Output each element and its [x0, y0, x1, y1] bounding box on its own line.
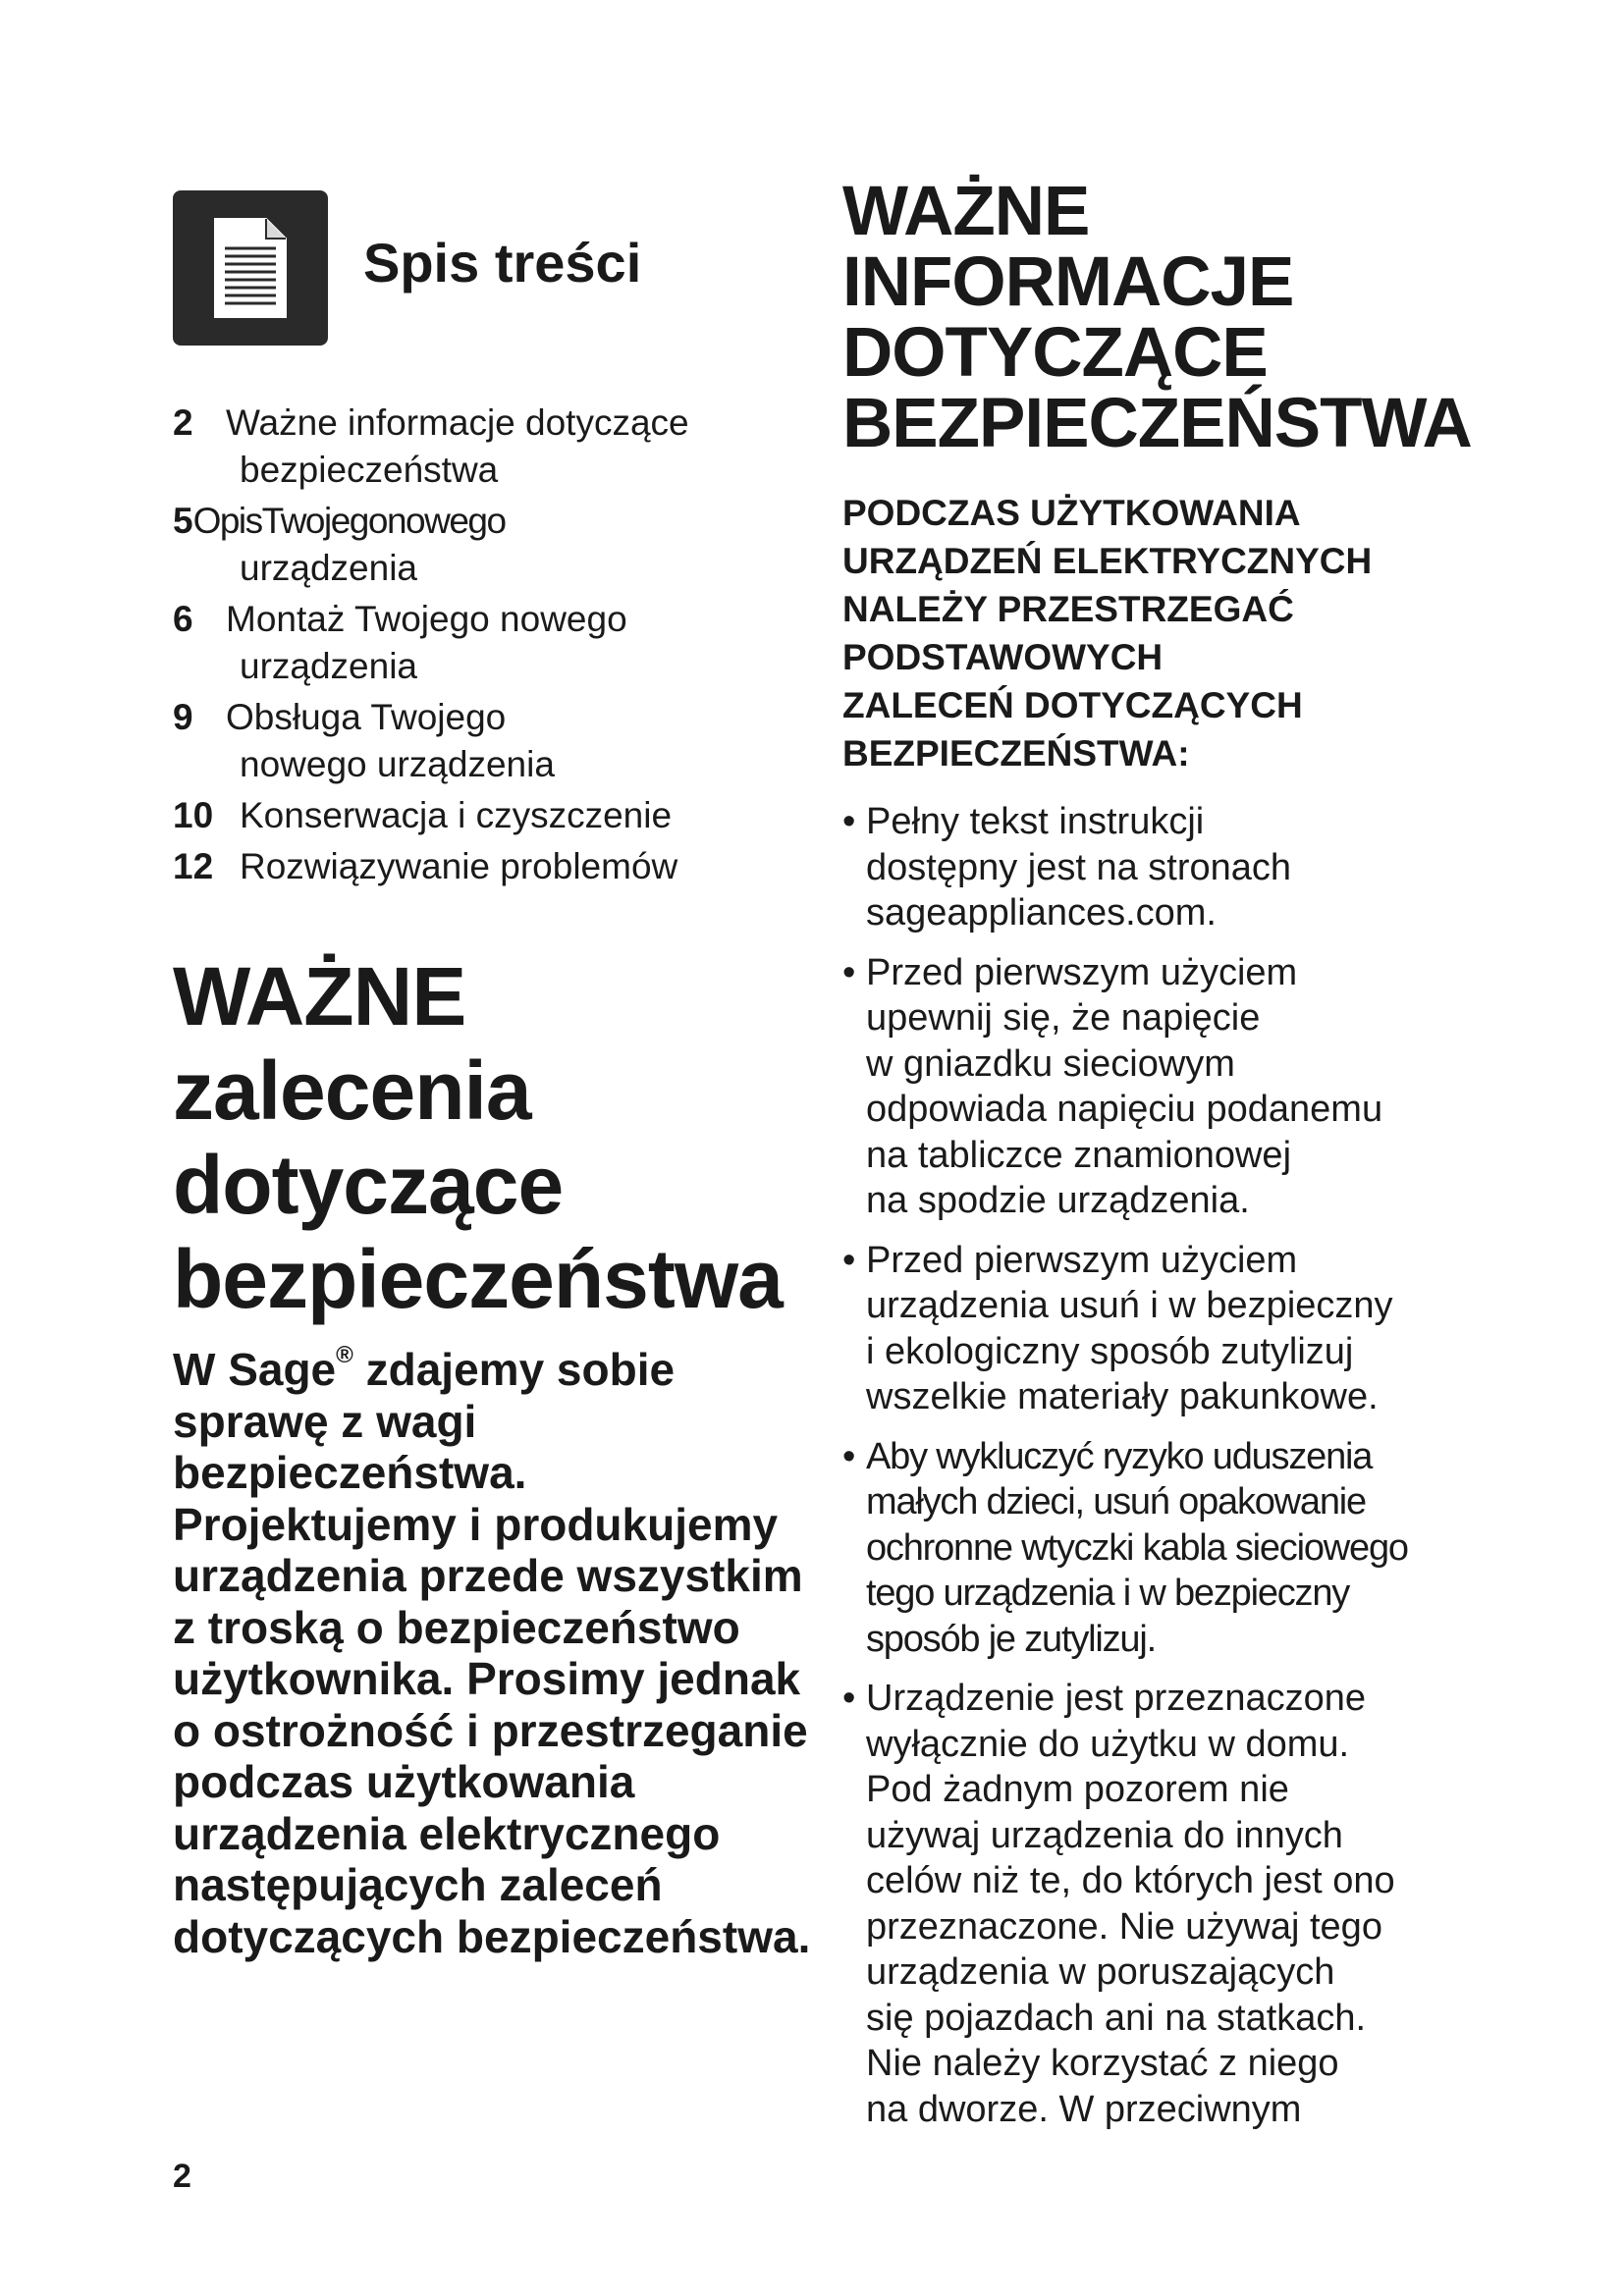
toc-item-label: Rozwiązywanie problemów	[240, 846, 678, 886]
bullet-text: Urządzenie jest przeznaczone wyłącznie do użytku w domu. Pod żadnym pozorem nie używaj urządzenia do innych celów niż te, do których jest ono przeznaczone. Nie używaj tego urządzenia w poruszających się pojazdach ani na statkach. Nie należy korzystać z niego na dworze. W przeciwnym	[866, 1678, 1395, 2130]
table-of-contents	[173, 400, 811, 890]
intro-brand: W Sage	[173, 1344, 337, 1395]
toc-item-label: Montaż Twojego nowego	[226, 599, 627, 639]
bullet-icon: •	[842, 1239, 856, 1281]
toc-item[interactable]	[173, 498, 811, 592]
toc-item-label-continued: nowego urządzenia	[240, 744, 555, 784]
bullet-text: Przed pierwszym użyciem urządzenia usuń i w bezpieczny i ekologiczny sposób zutylizuj wszelkie materiały pakunkowe.	[866, 1239, 1393, 1417]
intro-text: zdajemy sobie sprawę z wagi bezpieczeństwa. Projektujemy i produkujemy urządzenia przede wszystkim z troską o bezpieczeństwo użytkownika. Prosimy jednak o ostrożność i przestrzeganie podczas użytkowania urządzenia elektrycznego następujących zaleceń dotyczących bezpieczeństwa.	[173, 1344, 811, 1962]
bullet-text: Aby wykluczyć ryzyko uduszenia małych dzieci, usuń opakowanie ochronne wtyczki kabla sieciowego tego urządzenia i w bezpieczny sposób je zutylizuj.	[866, 1435, 1408, 1660]
bullet-text: Przed pierwszym użyciem upewnij się, że napięcie w gniazdku sieciowym odpowiada napięciu podanemu na tabliczce znamionowej na spodzie urządzenia.	[866, 951, 1383, 1221]
toc-item-label-continued: bezpieczeństwa	[240, 450, 499, 490]
bullet-icon: •	[842, 951, 856, 993]
toc-page-number: 6	[173, 599, 193, 639]
toc-item[interactable]	[173, 792, 811, 839]
list-item	[842, 1238, 1490, 1420]
bullet-icon: •	[842, 801, 856, 842]
bullet-icon: •	[842, 1678, 856, 1719]
document-icon	[173, 190, 328, 346]
toc-item-label: Obsługa Twojego	[226, 697, 507, 737]
page-number: 2	[173, 2158, 191, 2195]
toc-item-label: Ważne informacje dotyczące	[226, 402, 689, 443]
safety-heading: WAŻNE zalecenia dotyczące bezpieczeństwa	[173, 950, 783, 1325]
right-column	[842, 173, 1490, 2146]
safety-intro	[173, 1344, 811, 1962]
list-item	[842, 799, 1490, 936]
toc-item[interactable]	[173, 843, 811, 890]
toc-item-label: OpisTwojegonowego	[192, 501, 506, 541]
toc-title: Spis treści	[363, 232, 642, 294]
bullet-text: Pełny tekst instrukcji dostępny jest na stronach sageappliances.com.	[866, 801, 1292, 934]
bullet-icon: •	[842, 1435, 856, 1477]
toc-page-number: 12	[173, 846, 214, 886]
safety-subheading: PODCZAS UŻYTKOWANIA URZĄDZEŃ ELEKTRYCZNYCH NALEŻY PRZESTRZEGAĆ PODSTAWOWYCH ZALECEŃ DOTYCZĄCYCH BEZPIECZEŃSTWA:	[842, 493, 1373, 774]
toc-item-label-continued: urządzenia	[240, 646, 418, 686]
toc-page-number: 10	[173, 795, 214, 835]
list-item	[842, 950, 1490, 1224]
safety-bullet-list	[842, 799, 1490, 2132]
important-info-heading: WAŻNE INFORMACJE DOTYCZĄCE BEZPIECZEŃSTWA	[842, 173, 1472, 462]
left-column	[173, 187, 811, 1962]
list-item	[842, 1434, 1490, 1663]
list-item	[842, 1676, 1490, 2132]
toc-page-number: 2	[173, 402, 193, 443]
registered-mark: ®	[336, 1342, 353, 1368]
toc-item[interactable]	[173, 596, 811, 690]
toc-page-number: 9	[173, 697, 193, 737]
toc-item[interactable]	[173, 694, 811, 788]
toc-item-label-continued: urządzenia	[240, 548, 418, 588]
toc-header	[173, 187, 811, 348]
toc-item-label: Konserwacja i czyszczenie	[240, 795, 673, 835]
toc-page-number: 5	[173, 501, 193, 541]
toc-item[interactable]	[173, 400, 811, 494]
